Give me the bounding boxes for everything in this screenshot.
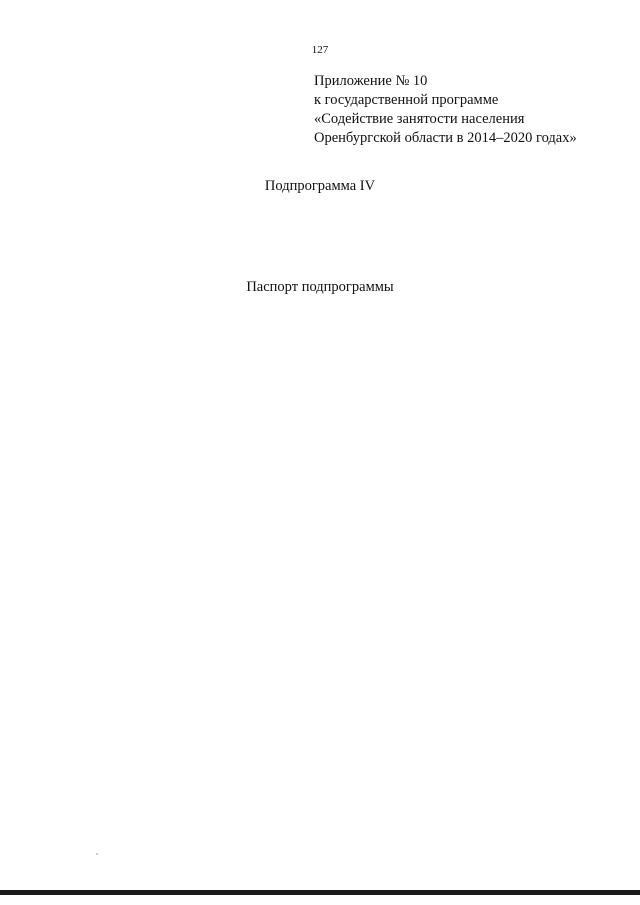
appendix-block (314, 72, 634, 148)
subprogram-heading: Подпрограмма IV (264, 178, 376, 194)
appendix-line-3: «Содействие занятости населения (314, 111, 525, 127)
appendix-line-4: Оренбургской области в 2014–2020 годах» (314, 130, 577, 146)
bottom-rule (0, 890, 640, 895)
appendix-line-2: к государственной программе (314, 92, 499, 108)
passport-title: Паспорт подпрограммы (246, 279, 394, 295)
scan-speck (96, 853, 98, 855)
appendix-line-1: Приложение № 10 (314, 73, 428, 89)
page-number: 127 (311, 44, 329, 56)
subprogram-title (0, 177, 640, 195)
